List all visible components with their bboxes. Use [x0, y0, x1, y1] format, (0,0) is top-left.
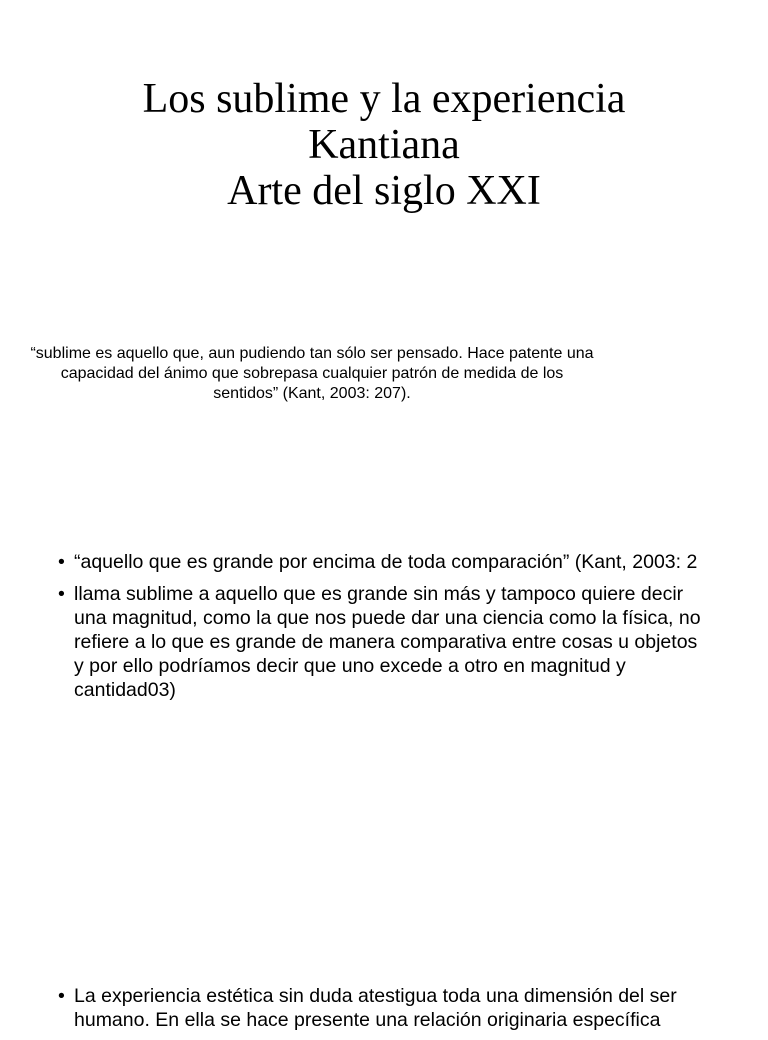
bullet-text: llama sublime a aquello que es grande sin más y tampoco quiere decir una magnitud, como la que nos puede dar una ciencia como la física, no refiere a lo que es grande de manera comparativa entre cosas u objetos y por ello podríamos decir que uno excede a otro en magnitud y cantidad03)	[74, 583, 701, 701]
bullet-marker: •	[58, 583, 65, 605]
bullet-list	[58, 984, 708, 1040]
bullet-text: “aquello que es grande por encima de toda comparación” (Kant, 2003: 2	[74, 551, 698, 573]
list-item	[58, 550, 708, 574]
title-line-1: Los sublime y la experiencia	[142, 76, 626, 122]
bullet-marker: •	[58, 551, 65, 573]
slide-subtitle-quote: “sublime es aquello que, aun pudiendo tan sólo ser pensado. Hace patente una capacidad del ánimo que sobrepasa cualquier patrón de medida de los sentidos” (Kant, 2003: 207).	[30, 345, 594, 402]
list-item	[58, 582, 708, 702]
title-line-2: Kantiana	[308, 122, 460, 168]
title-line-3: Arte del siglo XXI	[227, 168, 541, 214]
slide-title	[0, 76, 768, 214]
bullet-text: La experiencia estética sin duda atestigua toda una dimensión del ser humano. En ella se hace presente una relación originaria específica	[74, 985, 677, 1031]
list-item	[58, 984, 708, 1032]
bullet-list	[58, 550, 708, 710]
bullet-marker: •	[58, 985, 65, 1007]
